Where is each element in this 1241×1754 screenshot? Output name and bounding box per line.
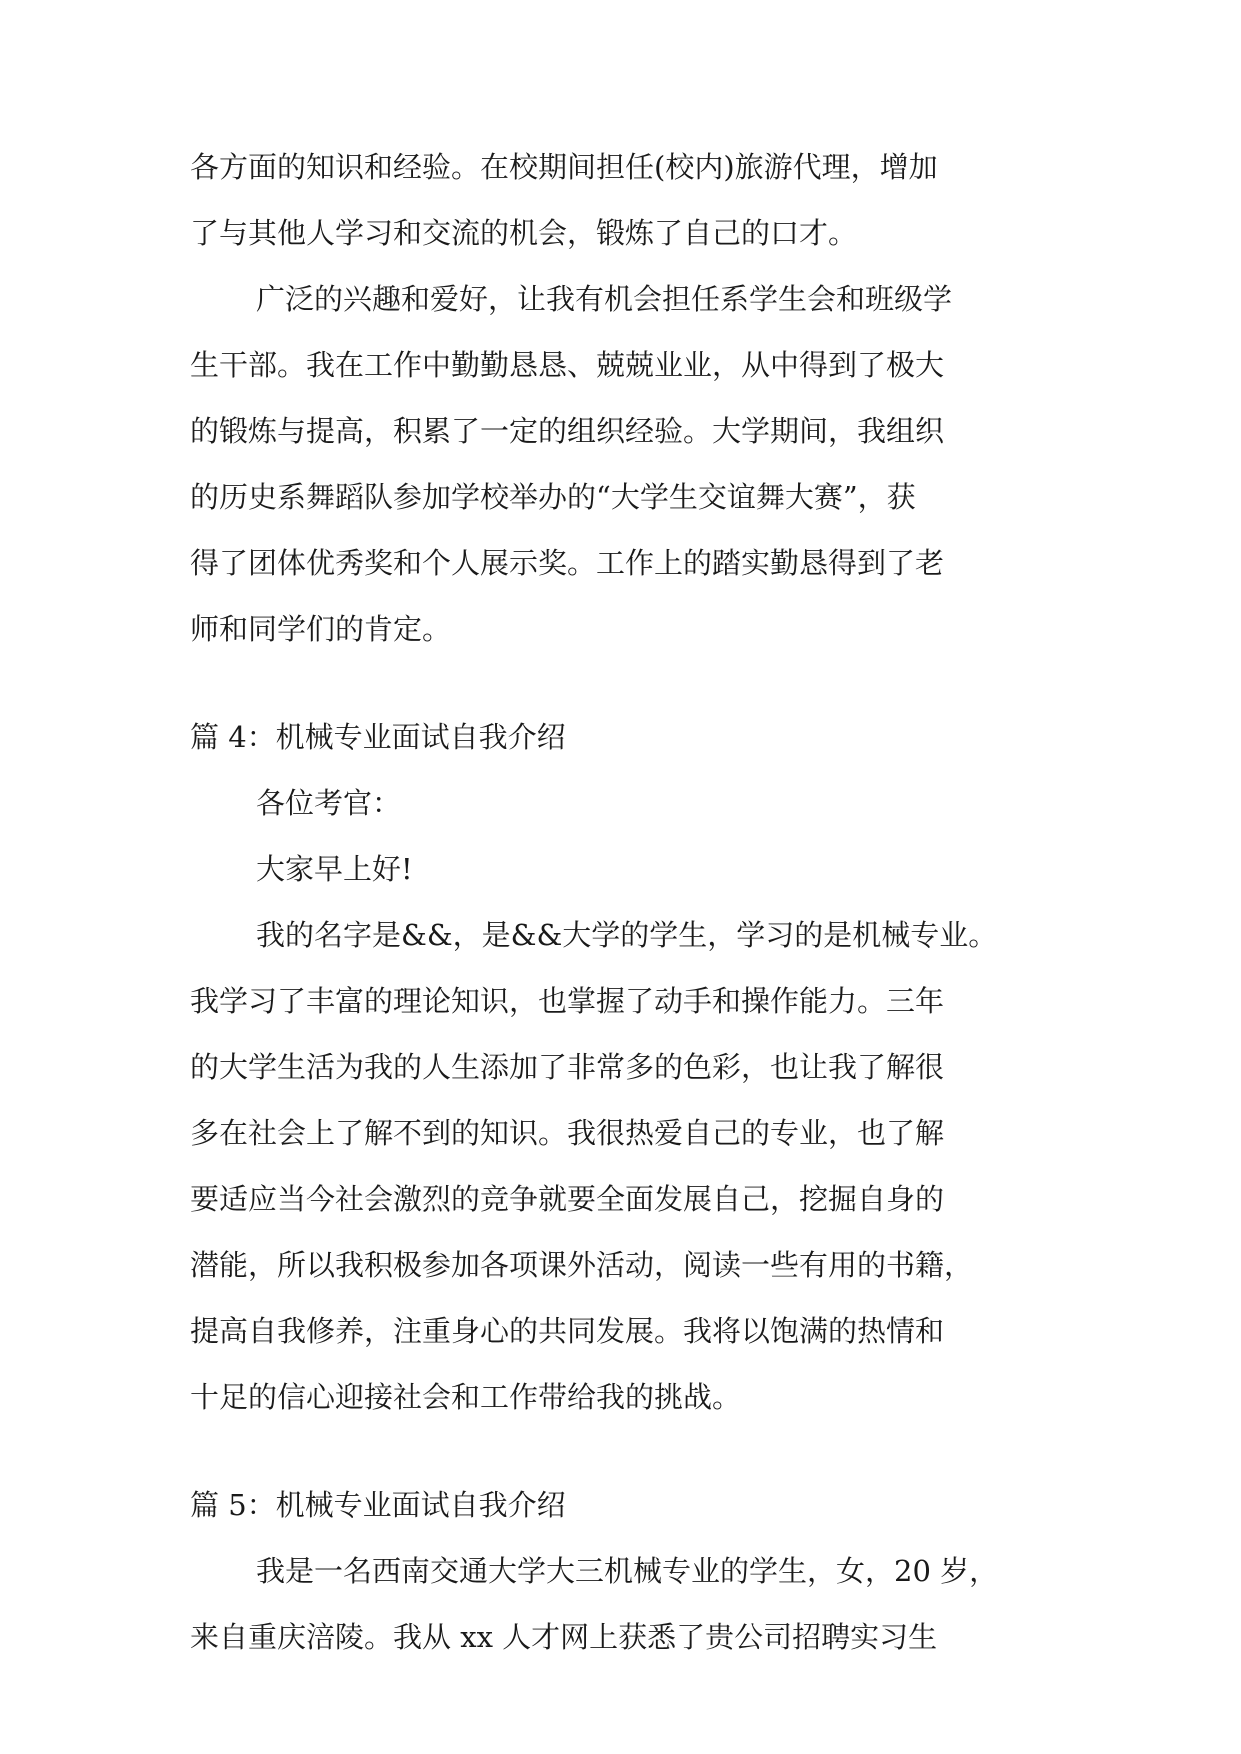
- text-line: 我学习了丰富的理论知识，也掌握了动手和操作能力。三年: [190, 984, 945, 1018]
- text-line: 生干部。我在工作中勤勤恳恳、兢兢业业，从中得到了极大: [190, 348, 945, 382]
- text-line: 来自重庆涪陵。我从 xx 人才网上获悉了贵公司招聘实习生: [190, 1620, 938, 1654]
- text-line: 提高自我修养，注重身心的共同发展。我将以饱满的热情和: [190, 1314, 945, 1348]
- text-line: 广泛的兴趣和爱好，让我有机会担任系学生会和班级学: [256, 282, 953, 316]
- salutation: 各位考官：: [256, 786, 402, 820]
- text-line: 的大学生活为我的人生添加了非常多的色彩，也让我了解很: [190, 1050, 945, 1084]
- text-line: 多在社会上了解不到的知识。我很热爱自己的专业，也了解: [190, 1116, 945, 1150]
- text-line: 的锻炼与提高，积累了一定的组织经验。大学期间，我组织: [190, 414, 945, 448]
- text-line: 师和同学们的肯定。: [190, 612, 452, 646]
- text-line: 十足的信心迎接社会和工作带给我的挑战。: [190, 1380, 742, 1414]
- text-line: 得了团体优秀奖和个人展示奖。工作上的踏实勤恳得到了老: [190, 546, 945, 580]
- text-line: 了与其他人学习和交流的机会，锻炼了自己的口才。: [190, 216, 858, 250]
- text-line: 的历史系舞蹈队参加学校举办的“大学生交谊舞大赛”，获: [190, 480, 916, 514]
- greeting: 大家早上好!: [256, 852, 413, 886]
- text-line: 各方面的知识和经验。在校期间担任(校内)旅游代理，增加: [190, 150, 938, 184]
- text-line: 潜能，所以我积极参加各项课外活动，阅读一些有用的书籍，: [190, 1248, 974, 1282]
- section-heading: 篇 4：机械专业面试自我介绍: [190, 720, 566, 754]
- text-line: 要适应当今社会激烈的竞争就要全面发展自己，挖掘自身的: [190, 1182, 945, 1216]
- text-line: 我的名字是&&，是&&大学的学生，学习的是机械专业。: [256, 918, 998, 952]
- text-line: 我是一名西南交通大学大三机械专业的学生，女，20 岁，: [256, 1554, 999, 1588]
- section-heading: 篇 5：机械专业面试自我介绍: [190, 1488, 566, 1522]
